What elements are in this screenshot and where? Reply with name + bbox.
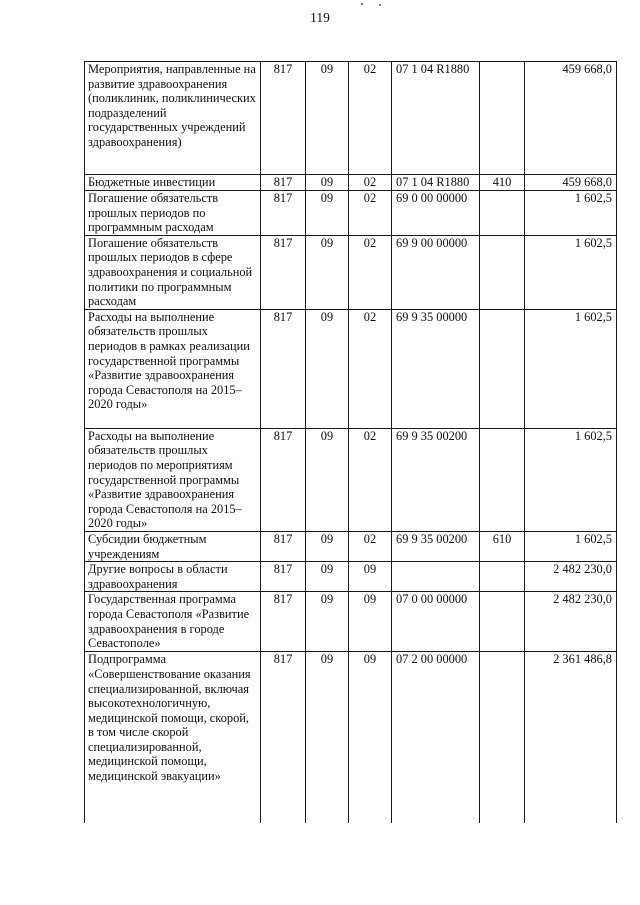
amount-cell: 1 602,5 — [525, 235, 617, 309]
subsection-code-cell: 02 — [349, 62, 392, 175]
subsection-code-cell: 09 — [349, 562, 392, 592]
ministry-code-cell: 817 — [261, 652, 306, 823]
table-row — [85, 309, 617, 428]
expense-name-cell: Другие вопросы в области здравоохранения — [85, 562, 261, 592]
expense-type-cell — [480, 652, 525, 823]
amount-cell: 1 602,5 — [525, 309, 617, 428]
subsection-code-cell: 02 — [349, 428, 392, 531]
subsection-code-cell: 02 — [349, 191, 392, 236]
target-article-cell: 07 1 04 R1880 — [392, 175, 480, 191]
section-code-cell: 09 — [306, 191, 349, 236]
expense-type-cell — [480, 428, 525, 531]
ministry-code-cell: 817 — [261, 592, 306, 652]
scan-speck-mark — [361, 3, 363, 5]
amount-cell: 2 361 486,8 — [525, 652, 617, 823]
ministry-code-cell: 817 — [261, 531, 306, 561]
ministry-code-cell: 817 — [261, 562, 306, 592]
target-article-cell: 07 2 00 00000 — [392, 652, 480, 823]
table-row — [85, 428, 617, 531]
subsection-code-cell: 09 — [349, 652, 392, 823]
amount-cell: 2 482 230,0 — [525, 592, 617, 652]
amount-cell: 459 668,0 — [525, 175, 617, 191]
target-article-cell: 69 9 35 00000 — [392, 309, 480, 428]
subsection-code-cell: 02 — [349, 175, 392, 191]
table-row — [85, 191, 617, 236]
expense-name-cell: Подпрограмма «Совершенствование оказания специализированной, включая высокотехнологичную, медицинской помощи, скорой, в том числе скорой специализированной, медицинской помощи, медицинской эвакуации» — [85, 652, 261, 823]
table-row — [85, 562, 617, 592]
ministry-code-cell: 817 — [261, 309, 306, 428]
expense-type-cell — [480, 235, 525, 309]
section-code-cell: 09 — [306, 175, 349, 191]
subsection-code-cell: 09 — [349, 592, 392, 652]
amount-cell: 1 602,5 — [525, 191, 617, 236]
ministry-code-cell: 817 — [261, 175, 306, 191]
section-code-cell: 09 — [306, 428, 349, 531]
ministry-code-cell: 817 — [261, 235, 306, 309]
table-row — [85, 652, 617, 823]
expense-type-cell: 610 — [480, 531, 525, 561]
target-article-cell: 69 9 00 00000 — [392, 235, 480, 309]
expense-name-cell: Погашение обязательств прошлых периодов в сфере здравоохранения и социальной политики по программным расходам — [85, 235, 261, 309]
expense-name-cell: Погашение обязательств прошлых периодов по программным расходам — [85, 191, 261, 236]
target-article-cell — [392, 562, 480, 592]
page-number: 119 — [310, 10, 330, 25]
table-row — [85, 62, 617, 175]
ministry-code-cell: 817 — [261, 191, 306, 236]
section-code-cell: 09 — [306, 562, 349, 592]
target-article-cell: 07 1 04 R1880 — [392, 62, 480, 175]
target-article-cell: 07 0 00 00000 — [392, 592, 480, 652]
table-row — [85, 531, 617, 561]
amount-cell: 459 668,0 — [525, 62, 617, 175]
subsection-code-cell: 02 — [349, 235, 392, 309]
table-row — [85, 175, 617, 191]
expense-type-cell: 410 — [480, 175, 525, 191]
section-code-cell: 09 — [306, 62, 349, 175]
expense-name-cell: Государственная программа города Севастополя «Развитие здравоохранения в городе Севастополе» — [85, 592, 261, 652]
expense-name-cell: Расходы на выполнение обязательств прошлых периодов в рамках реализации государственной программы «Развитие здравоохранения города Севастополя на 2015–2020 годы» — [85, 309, 261, 428]
expense-name-cell: Субсидии бюджетным учреждениям — [85, 531, 261, 561]
amount-cell: 2 482 230,0 — [525, 562, 617, 592]
amount-cell: 1 602,5 — [525, 531, 617, 561]
subsection-code-cell: 02 — [349, 531, 392, 561]
expense-name-cell: Бюджетные инвестиции — [85, 175, 261, 191]
budget-allocation-table — [84, 61, 617, 823]
section-code-cell: 09 — [306, 309, 349, 428]
ministry-code-cell: 817 — [261, 62, 306, 175]
expense-name-cell: Мероприятия, направленные на развитие здравоохранения (поликлиник, поликлинических подразделений государственных учреждений здравоохранения) — [85, 62, 261, 175]
expense-type-cell — [480, 309, 525, 428]
section-code-cell: 09 — [306, 531, 349, 561]
expense-type-cell — [480, 562, 525, 592]
scan-speck-mark — [379, 4, 381, 6]
table-row — [85, 235, 617, 309]
section-code-cell: 09 — [306, 235, 349, 309]
section-code-cell: 09 — [306, 652, 349, 823]
ministry-code-cell: 817 — [261, 428, 306, 531]
expense-type-cell — [480, 62, 525, 175]
expense-name-cell: Расходы на выполнение обязательств прошлых периодов по мероприятиям государственной программы «Развитие здравоохранения города Севастополя на 2015–2020 годы» — [85, 428, 261, 531]
expense-type-cell — [480, 191, 525, 236]
section-code-cell: 09 — [306, 592, 349, 652]
target-article-cell: 69 0 00 00000 — [392, 191, 480, 236]
table-row — [85, 592, 617, 652]
subsection-code-cell: 02 — [349, 309, 392, 428]
amount-cell: 1 602,5 — [525, 428, 617, 531]
target-article-cell: 69 9 35 00200 — [392, 428, 480, 531]
target-article-cell: 69 9 35 00200 — [392, 531, 480, 561]
expense-type-cell — [480, 592, 525, 652]
